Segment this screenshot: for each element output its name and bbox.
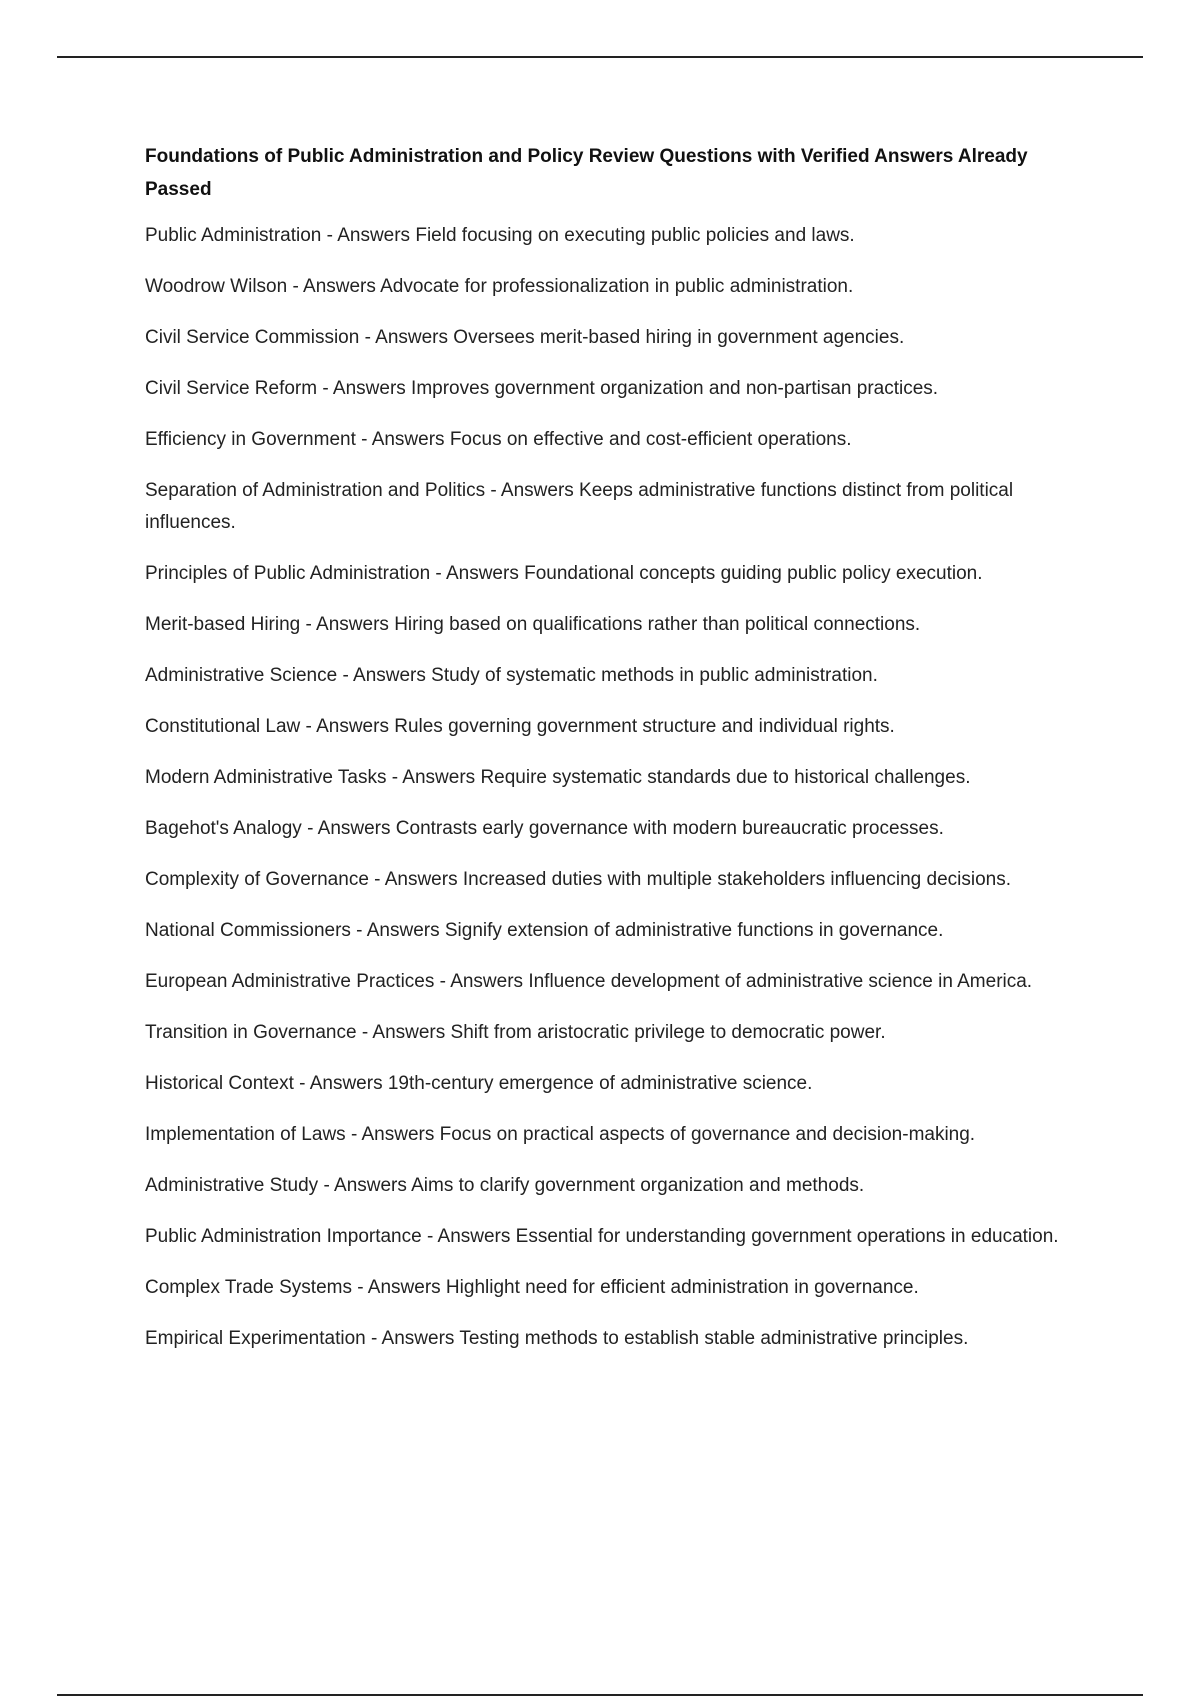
entry-item: Separation of Administration and Politics - Answers Keeps administrative functions distinct from political influences. [145, 480, 1014, 533]
entry-item: Transition in Governance - Answers Shift from aristocratic privilege to democratic power. [145, 1022, 886, 1043]
entry-item: National Commissioners - Answers Signify extension of administrative functions in governance. [145, 920, 944, 941]
entry-item: Complexity of Governance - Answers Increased duties with multiple stakeholders influencing decisions. [145, 869, 1011, 890]
entry-item: Historical Context - Answers 19th-century emergence of administrative science. [145, 1073, 813, 1094]
entry-item: Public Administration Importance - Answers Essential for understanding government operations in education. [145, 1226, 1059, 1247]
entry-item: Empirical Experimentation - Answers Testing methods to establish stable administrative principles. [145, 1328, 969, 1349]
entry-item: Constitutional Law - Answers Rules governing government structure and individual rights. [145, 716, 895, 737]
entry-item: European Administrative Practices - Answers Influence development of administrative science in America. [145, 971, 1033, 992]
entry-item: Merit-based Hiring - Answers Hiring based on qualifications rather than political connections. [145, 614, 921, 635]
entry-item: Administrative Science - Answers Study of systematic methods in public administration. [145, 665, 878, 686]
entry-item: Modern Administrative Tasks - Answers Require systematic standards due to historical challenges. [145, 767, 971, 788]
document-content [145, 140, 1095, 1374]
entry-item: Implementation of Laws - Answers Focus on practical aspects of governance and decision-making. [145, 1124, 976, 1145]
document-title: Foundations of Public Administration and Policy Review Questions with Verified Answers Already Passed [145, 146, 1028, 200]
entry-item: Civil Service Commission - Answers Oversees merit-based hiring in government agencies. [145, 327, 905, 348]
entry-item: Principles of Public Administration - Answers Foundational concepts guiding public policy execution. [145, 563, 983, 584]
entry-item: Civil Service Reform - Answers Improves government organization and non-partisan practices. [145, 378, 939, 399]
entry-item: Woodrow Wilson - Answers Advocate for professionalization in public administration. [145, 276, 854, 297]
top-rule [57, 56, 1143, 58]
entry-item: Public Administration - Answers Field focusing on executing public policies and laws. [145, 225, 855, 246]
entry-item: Bagehot's Analogy - Answers Contrasts early governance with modern bureaucratic processes. [145, 818, 944, 839]
entry-item: Administrative Study - Answers Aims to clarify government organization and methods. [145, 1175, 865, 1196]
entry-item: Efficiency in Government - Answers Focus on effective and cost-efficient operations. [145, 429, 852, 450]
bottom-rule [57, 1694, 1143, 1696]
entry-item: Complex Trade Systems - Answers Highlight need for efficient administration in governance. [145, 1277, 919, 1298]
